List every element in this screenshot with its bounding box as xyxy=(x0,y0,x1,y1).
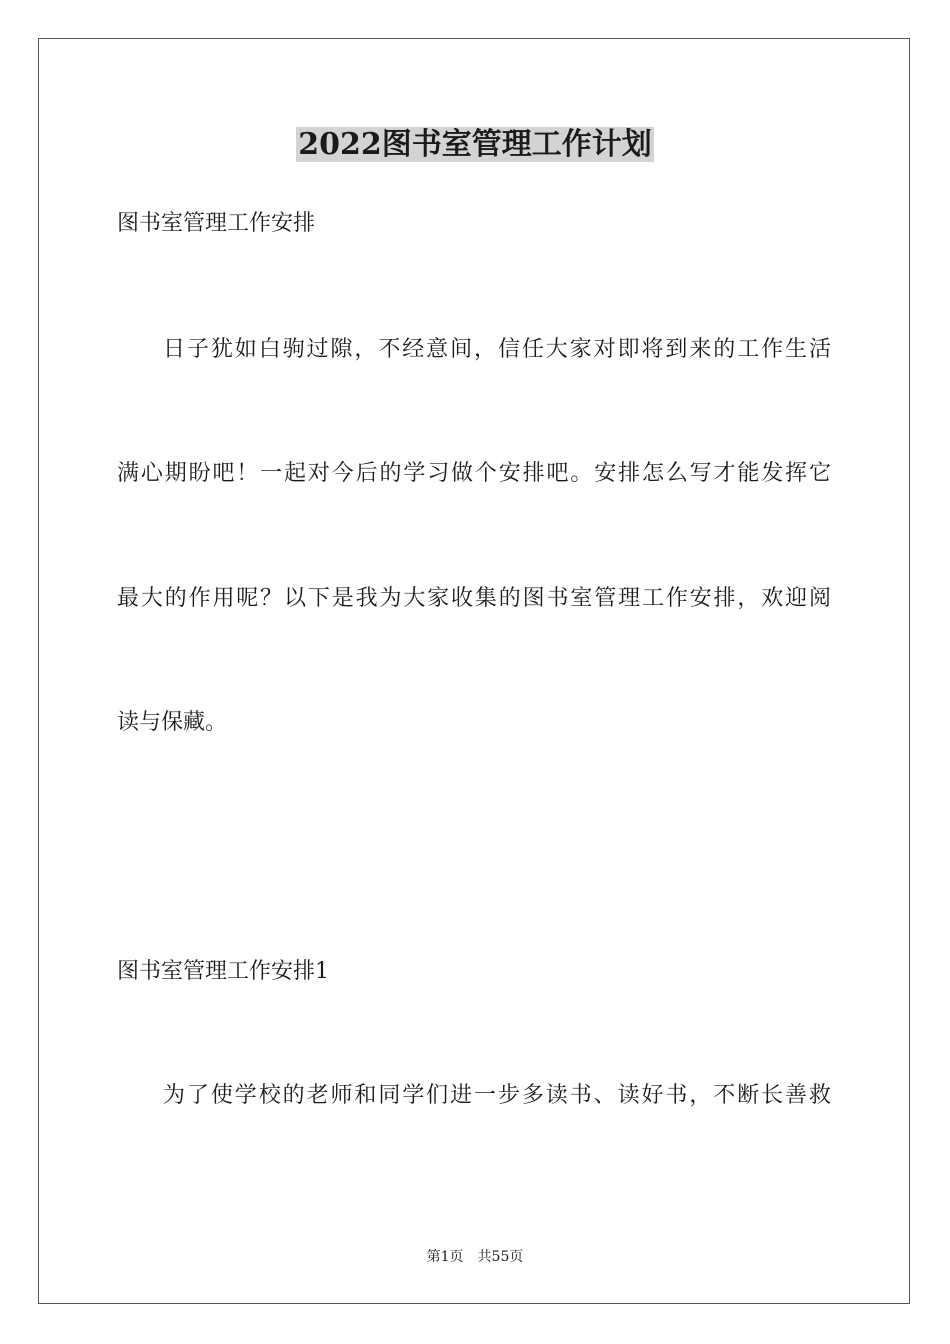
document-title xyxy=(0,122,950,168)
page-number: 第1页 共55页 xyxy=(426,1249,524,1265)
section-heading: 图书室管理工作安排 xyxy=(117,211,316,236)
section-heading: 图书室管理工作安排1 xyxy=(117,959,329,984)
paragraph-line: 日子犹如白驹过隙，不经意间，信任大家对即将到来的工作生活 xyxy=(163,337,831,362)
paragraph-line: 最大的作用呢？以下是我为大家收集的图书室管理工作安排，欢迎阅 xyxy=(117,586,831,611)
paragraph-line: 为了使学校的老师和同学们进一步多读书、读好书，不断长善救 xyxy=(163,1083,831,1108)
paragraph-line: 读与保藏。 xyxy=(117,710,228,735)
document-title-text: 2022图书室管理工作计划 xyxy=(298,127,652,162)
paragraph-line: 满心期盼吧！一起对今后的学习做个安排吧。安排怎么写才能发挥它 xyxy=(117,461,831,486)
